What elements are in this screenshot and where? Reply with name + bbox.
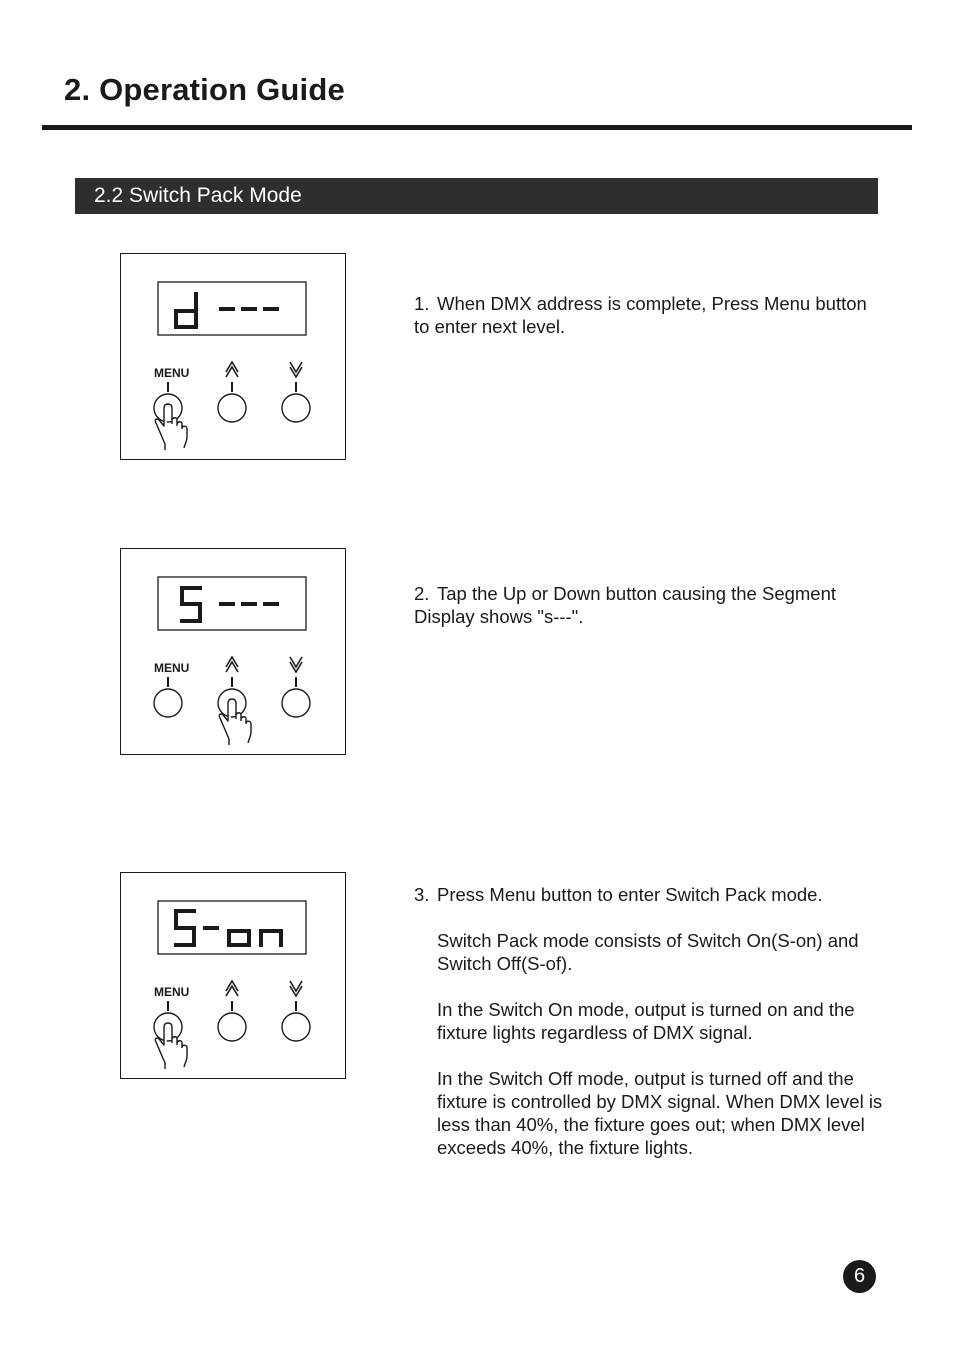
step-1 [414, 292, 884, 338]
up-arrow-icon [226, 362, 238, 377]
control-panel-2 [120, 548, 346, 755]
up-button[interactable] [218, 689, 246, 717]
segment-display-s-on [176, 911, 281, 945]
step-paragraph: In the Switch Off mode, output is turned off and the fixture is controlled by DMX signal. When DMX level is less than 40%, the fixture goes out; when DMX level exceeds 40%, the fixture lights. [437, 1068, 883, 1158]
down-arrow-icon [290, 362, 302, 377]
segment-display-s--- [182, 588, 277, 621]
step-text: When DMX address is complete, Press Menu button to enter next level. [414, 293, 867, 337]
menu-button[interactable] [154, 394, 182, 422]
control-panel-3 [120, 872, 346, 1079]
down-button[interactable] [282, 394, 310, 422]
up-button[interactable] [218, 1013, 246, 1041]
step-2 [414, 582, 884, 628]
segment-display-d--- [176, 294, 277, 327]
down-button[interactable] [282, 689, 310, 717]
up-arrow-icon [226, 657, 238, 672]
step-text: Tap the Up or Down button causing the Segment Display shows "s---". [414, 583, 837, 627]
up-arrow-icon [226, 981, 238, 996]
step-paragraph: Switch Pack mode consists of Switch On(S-on) and Switch Off(S-of). [437, 930, 859, 974]
menu-button[interactable] [154, 689, 182, 717]
down-arrow-icon [290, 981, 302, 996]
menu-label: MENU [154, 985, 190, 999]
step-number: 3. [414, 884, 430, 905]
page-title: 2. Operation Guide [64, 72, 345, 107]
menu-label: MENU [154, 661, 190, 675]
section-title: 2.2 Switch Pack Mode [94, 184, 302, 207]
step-number: 1. [414, 293, 430, 314]
control-panel-drawing [121, 549, 345, 754]
step-number: 2. [414, 583, 430, 604]
menu-label: MENU [154, 366, 190, 380]
menu-button[interactable] [154, 1013, 182, 1041]
step-lead [414, 292, 884, 338]
down-arrow-icon [290, 657, 302, 672]
step-text: Press Menu button to enter Switch Pack mode. [437, 884, 823, 905]
section-header [75, 178, 878, 214]
step-lead [414, 883, 884, 906]
step-lead [414, 582, 884, 628]
control-panel-drawing [121, 873, 345, 1078]
page-number: 6 [843, 1260, 876, 1293]
step-paragraph: In the Switch On mode, output is turned on and the fixture lights regardless of DMX signal. [437, 999, 855, 1043]
control-panel-1 [120, 253, 346, 460]
control-panel-drawing [121, 254, 345, 459]
step-3 [414, 883, 884, 1159]
down-button[interactable] [282, 1013, 310, 1041]
up-button[interactable] [218, 394, 246, 422]
title-rule [42, 125, 912, 130]
